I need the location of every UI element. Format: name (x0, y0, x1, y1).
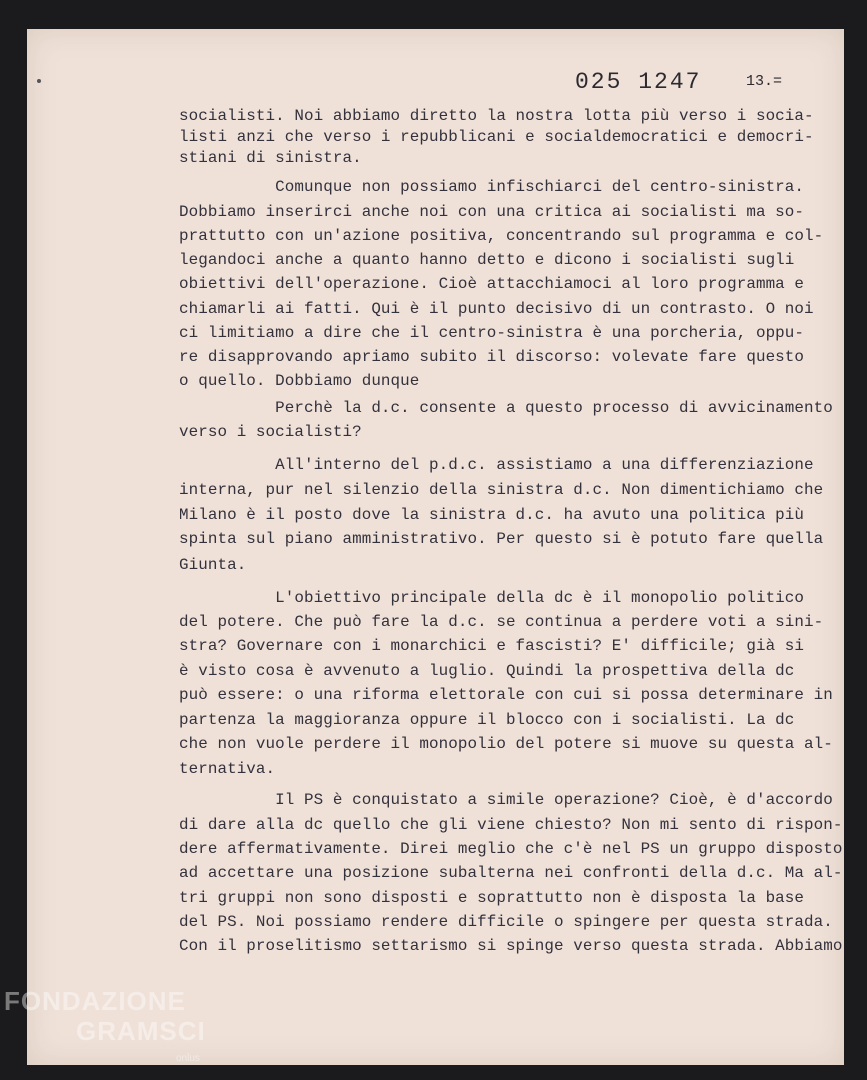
text-line: listi anzi che verso i repubblicani e socialdemocratici e democri- (179, 128, 814, 146)
text-line: ternativa. (179, 760, 276, 778)
text-line: legandoci anche a quanto hanno detto e dicono i socialisti sugli (179, 251, 795, 269)
text-line: ci limitiamo a dire che il centro-sinistra è una porcheria, oppu- (179, 324, 805, 342)
text-line: interna, pur nel silenzio della sinistra d.c. Non dimentichiamo che (179, 481, 824, 499)
text-line: può essere: o una riforma elettorale con cui si possa determinare in (179, 686, 833, 704)
text-line: che non vuole perdere il monopolio del potere si muove su questa al- (179, 735, 833, 753)
text-line: Il PS è conquistato a simile operazione? Cioè, è d'accordo (179, 791, 833, 809)
text-line: Dobbiamo inserirci anche noi con una critica ai socialisti ma so- (179, 203, 805, 221)
text-line: stiani di sinistra. (179, 149, 362, 167)
text-line: partenza la maggioranza oppure il blocco con i socialisti. La dc (179, 711, 795, 729)
document-page (27, 29, 844, 1065)
text-line: tri gruppi non sono disposti e soprattutto non è disposta la base (179, 889, 805, 907)
foundation-watermark (4, 986, 206, 1064)
text-line: prattutto con un'azione positiva, concentrando sul programma e col- (179, 227, 824, 245)
text-line: Giunta. (179, 556, 247, 574)
watermark-line2: GRAMSCI (76, 1016, 206, 1046)
text-line: socialisti. Noi abbiamo diretto la nostra lotta più verso i socia- (179, 107, 814, 125)
text-line: stra? Governare con i monarchici e fascisti? E' difficile; già si (179, 637, 805, 655)
text-line: L'obiettivo principale della dc è il monopolio politico (179, 589, 805, 607)
watermark-line1: FONDAZIONE (4, 986, 186, 1016)
text-line: del potere. Che può fare la d.c. se continua a perdere voti a sini- (179, 613, 824, 631)
text-line: Milano è il posto dove la sinistra d.c. ha avuto una politica più (179, 506, 805, 524)
watermark-line3: onlus (176, 1053, 200, 1064)
text-line: ad accettare una posizione subalterna nei confronti della d.c. Ma al- (179, 864, 843, 882)
text-line: o quello. Dobbiamo dunque (179, 372, 420, 390)
text-line: Con il proselitismo settarismo si spinge verso questa strada. Abbiamo (179, 937, 843, 955)
text-line: del PS. Noi possiamo rendere difficile o spingere per questa strada. (179, 913, 833, 931)
text-line: verso i socialisti? (179, 423, 362, 441)
archive-number: 025 1247 (575, 69, 702, 95)
text-line: spinta sul piano amministrativo. Per questo si è potuto fare quella (179, 530, 824, 548)
text-line: Perchè la d.c. consente a questo processo di avvicinamento (179, 399, 833, 417)
page-number: 13.= (746, 73, 783, 90)
text-line: obiettivi dell'operazione. Cioè attacchiamoci al loro programma e (179, 275, 805, 293)
text-line: Comunque non possiamo infischiarci del centro-sinistra. (179, 178, 805, 196)
text-line: All'interno del p.d.c. assistiamo a una differenziazione (179, 456, 814, 474)
text-line: chiamarli ai fatti. Qui è il punto decisivo di un contrasto. O noi (179, 300, 814, 318)
text-line: dere affermativamente. Direi meglio che c'è nel PS un gruppo disposto (179, 840, 843, 858)
text-line: re disapprovando apriamo subito il discorso: volevate fare questo (179, 348, 805, 366)
corner-dot-mark (37, 79, 41, 83)
text-line: è visto cosa è avvenuto a luglio. Quindi la prospettiva della dc (179, 662, 795, 680)
text-line: di dare alla dc quello che gli viene chiesto? Non mi sento di rispon- (179, 816, 843, 834)
